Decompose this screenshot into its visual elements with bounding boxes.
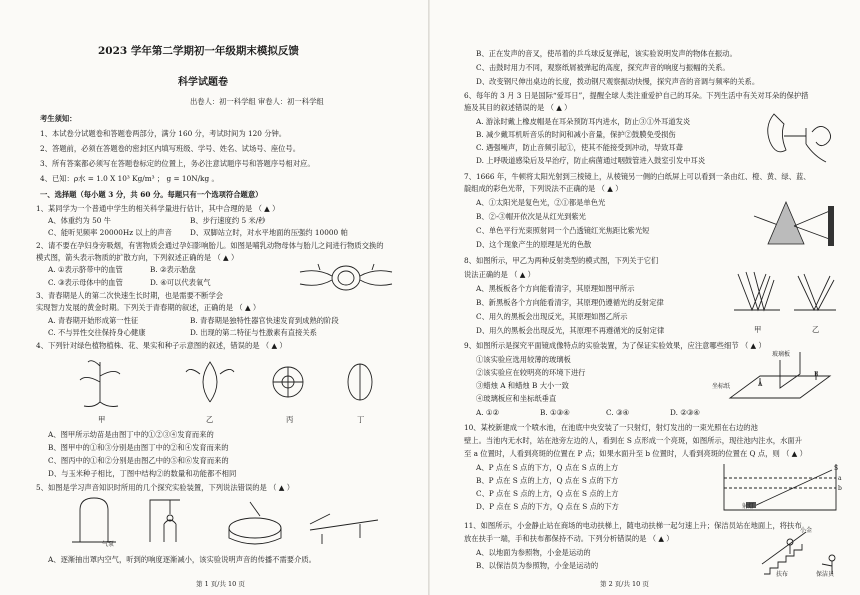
fig10-label-a: a [838,475,842,482]
fig4-label-ding: 丁 [357,415,365,424]
notice-item: 3、所有答案都必须写在答题卷标定的位置上，务必注意试题序号和答题序号相对应。 [40,159,315,168]
fig4-label-bing: 丙 [286,415,294,424]
q5-option-a: A、逐渐抽出罩内空气，听到的响度逐渐减小，该实验说明声音的传播不需要介质。 [48,555,316,564]
question-3-line1: 3、青春期是人的第二次快速生长时期，也是需要不断学会 [36,291,224,300]
question-5: 5、如图是学习声音知识时所用的几个探究实验装置，下列说法错误的是 （ ▲ ） [36,483,295,492]
q3-option-b: B. 青春期是独特性器官快速发育到成熟的阶段 [190,316,339,325]
question-6-line2: 施及其目的叙述错误的是 （ ▲ ） [464,103,572,112]
exam-authors: 出卷人：初一科学组 审卷人：初一科学组 [190,97,324,106]
q1-option-d: D、双脚站立时，对水平地面的压强约 10000 帕 [190,228,348,237]
fig11-label-xiaojin: 小金 [800,527,813,534]
q7-option-d: D、这个现象产生的原理是光的色散 [476,240,592,249]
question-11-line1: 11、如图所示，小金静止站在商场的电动扶梯上，随电动扶梯一起匀速上升；保洁员站在地面上，将扶布 [464,521,802,530]
q10-option-b: B、P 点在 S 点的上方，Q 点在 S 点的下方 [476,476,619,485]
q8-option-d: D、用久的黑板会出现反光，其原理不再遵循光的反射定律 [476,326,665,335]
fig11-label-cleaner: 保洁员 [816,571,835,578]
q2-option-b: B. ②表示胎盘 [150,265,196,274]
fig10-label-b: b [838,485,842,492]
page-right [430,0,860,595]
question-10-line2: 壁上。当池内无水时，站在池旁左边的人，看到在 S 点形成一个亮斑，如图所示，现往池内注水，水面升 [464,436,802,445]
q4-option-c: C、图丙中的①和②分别是由图乙中的⑤和⑥发育而来的 [48,456,229,465]
q9-option-a: A. ①② [476,408,499,417]
fig4-label-yi: 乙 [206,415,214,424]
exam-title: 2023 学年第二学期初一年级期末模拟反馈 [98,45,299,57]
q3-option-c: C. 不与异性交往保持身心健康 [48,328,146,337]
q9-item-3: ③蜡烛 A 和蜡烛 B 大小一致 [476,381,569,390]
mirror-setup-diagram [720,352,840,408]
fig9-label-a: A [758,381,763,388]
question-9: 9、如图所示是探究平面镜成像特点的实验装置，为了保证实验效果，应注意哪些细节 （ ▲ ） [464,341,766,350]
fig9-label-grid-paper: 坐标纸 [712,383,731,390]
fig5-label-pump: 气泵 [102,541,115,548]
q3-option-a: A. 青春期开始形成第一性征 [48,316,139,325]
fig9-label-glass: 玻璃板 [772,351,791,358]
question-10-line3: 至 a 位置时，人看到亮斑的位置在 P 点；如果水面升至 b 位置时，人看到亮斑的位置在 Q 点，则 （ ▲ ） [464,449,807,458]
question-7-line1: 7、1666 年，牛顿将太阳光射到三棱镜上，从棱镜另一侧的白纸屏上可以看到一条由红、橙、黄、绿、蓝、 [464,172,811,181]
q6-option-b: B. 减少戴耳机听音乐的时间和减小音量，保护②鼓膜免受损伤 [476,130,676,139]
q5-option-b: B、正在发声的音叉，使吊着的乒乓球反复弹起，该实验说明发声的物体在振动。 [476,49,737,58]
q7-option-c: C、单色平行光束照射同一个凸透镜红光焦距比紫光短 [476,226,650,235]
q4-option-d: D、与玉米种子相比，丁图中结构②的数量和功能都不相同 [48,469,237,478]
q2-option-a: A. ①表示脐带中的血管 [48,265,123,274]
q2-option-d: D. ④可以代表氧气 [150,278,211,287]
q4-option-a: A、图甲所示幼苗是由图丁中的①②③④发育而来的 [48,430,214,439]
q9-option-b: B. ①③④ [540,408,570,417]
q6-option-a: A. 游泳时戴上橡皮帽是在耳朵预防耳内进水，防止③①外耳道发炎 [476,117,691,126]
pool-diagram [720,458,840,514]
question-7-line2: 靛组成的彩色光带，下列说法不正确的是 （ ▲ ） [464,184,623,193]
q9-item-4: ④玻璃板应和坐标纸垂直 [476,394,557,403]
q7-option-a: A、①太阳光是复色光，②①都是单色光 [476,198,606,207]
q6-option-c: C. 遇强噪声，防止音频引起①，使其不能接受到冲动，导致耳聋 [476,143,683,152]
q8-option-a: A、黑板板各个方向能看清字，其原理如图甲所示 [476,284,635,293]
notice-item: 4、已知：ρ水 = 1.0 X 10³ Kg/m³ ； g = 10N/kg 。 [40,174,219,183]
question-8-line2: 说法正确的是 （ ▲ ） [464,270,535,279]
q1-option-c: C、能听见频率 20000Hz 以上的声音 [48,228,172,237]
q6-option-d: D. 上呼吸道感染后及早治疗，防止病菌通过咽鼓管进入鼓室引发中耳炎 [476,156,706,165]
question-10-line1: 10、某校新建成一个喷水池，在池底中央安装了一只射灯，射灯发出的一束光照在右边的池 [464,423,758,432]
q11-option-b: B、以保洁员为参照物，小金是运动的 [476,561,599,570]
placenta-diagram [298,258,394,298]
q9-option-d: D. ②③④ [670,408,700,417]
q5-option-c: C、击鼓时用力不同，观察纸屑被弹起的高度，探究声音的响度与振幅的关系。 [476,63,730,72]
question-4: 4、下列针对绿色植物植株、花、果实和种子示意图的叙述，错误的是 （ ▲ ） [36,341,287,350]
q8-option-c: C、用久的黑板会出现反光，其原理如图乙所示 [476,312,628,321]
prism-diagram [748,196,840,250]
q9-option-c: C. ③④ [606,408,630,417]
exam-subtitle: 科学试题卷 [178,77,228,88]
q3-option-d: D. 出现的第二特征与性激素有直接关系 [190,328,317,337]
question-3-line2: 实现智力发展的黄金时期。下列关于青春期的叙述，正确的是 （ ▲ ） [36,303,261,312]
fig8-label-jia: 甲 [754,325,762,334]
fig4-label-jia: 甲 [98,415,106,424]
q11-option-a: A、以地面为参照物，小金是运动的 [476,548,591,557]
page-number: 第 2 页/共 10 页 [600,580,649,588]
fig8-label-yi: 乙 [812,325,820,334]
notice-item: 1、本试卷分试题卷和答题卷两部分，满分 160 分，考试时间为 120 分钟。 [40,129,287,138]
q7-option-b: B、②-③帽开依次是从红光到紫光 [476,212,586,221]
q5-option-d: D、改变钢尺伸出桌边的长度，拨动钢尺观察振动快慢，探究声音的音调与频率的关系。 [476,77,760,86]
question-1: 1、某同学为一个普通中学生的相关科学量进行估计，其中合理的是 （ ▲ ） [36,204,280,213]
fig11-label-cloth: 扶布 [776,571,789,578]
plant-figures [70,352,390,414]
q8-option-b: B、新黑板各个方向能看清字，其原理仍遵循光的反射定律 [476,298,664,307]
question-2-line1: 2、请不要在孕妇身旁吸烟，有害物质会通过孕妇影响胎儿。如图是哺乳动物母体与胎儿之间进行物质交换的 [36,241,384,250]
question-8-line1: 8、如图所示，甲乙为两种反射类型的模式图，下列关于它们 [464,256,659,265]
q2-option-c: C. ③表示母体中的血管 [48,278,123,287]
ear-diagram [762,106,842,170]
reflection-diagram [730,266,840,322]
q9-item-2: ②该实验应在较明亮的环境下进行 [476,368,586,377]
q10-option-a: A、P 点在 S 点的下方，Q 点在 S 点的上方 [476,463,619,472]
q1-option-b: B、步行速度约 5 米/秒 [190,216,266,225]
q4-option-b: B、图甲中的①和③分别是由图丁中的②和④发育而来的 [48,443,229,452]
q10-option-c: C、P 点在 S 点的上方，Q 点在 S 点的上方 [476,489,619,498]
fig10-label-spotlight: 射灯 [742,503,755,510]
question-6-line1: 6、每年的 3 月 3 日是国际“爱耳日”，提醒全球人类注重爱护自己的耳朵。下列生活中有关对耳朵的保护措 [464,91,809,100]
q9-item-1: ①该实验应选用较薄的玻璃板 [476,355,571,364]
fig9-label-b: B [814,371,819,378]
q10-option-d: D、P 点在 S 点的下方，Q 点在 S 点的下方 [476,502,619,511]
section-heading: 一、选择题（每小题 3 分，共 60 分。每题只有一个选项符合题意） [40,190,263,199]
question-11-line2: 放在扶手一端，手和扶布都保持不动。下列分析错误的是 （ ▲ ） [464,534,674,543]
question-2-line2: 模式图，箭头表示物质的扩散方向，下列叙述正确的是 （ ▲ ） [36,253,239,262]
notice-title: 考生须知： [40,114,77,123]
fig10-label-s: S [834,465,839,472]
notice-item: 2、答题前，必须在答题卷的密封区内填写班级、学号、姓名、试场号、座位号。 [40,144,301,153]
page-number: 第 1 页/共 10 页 [196,580,245,588]
q1-option-a: A、体重约为 50 牛 [48,216,111,225]
